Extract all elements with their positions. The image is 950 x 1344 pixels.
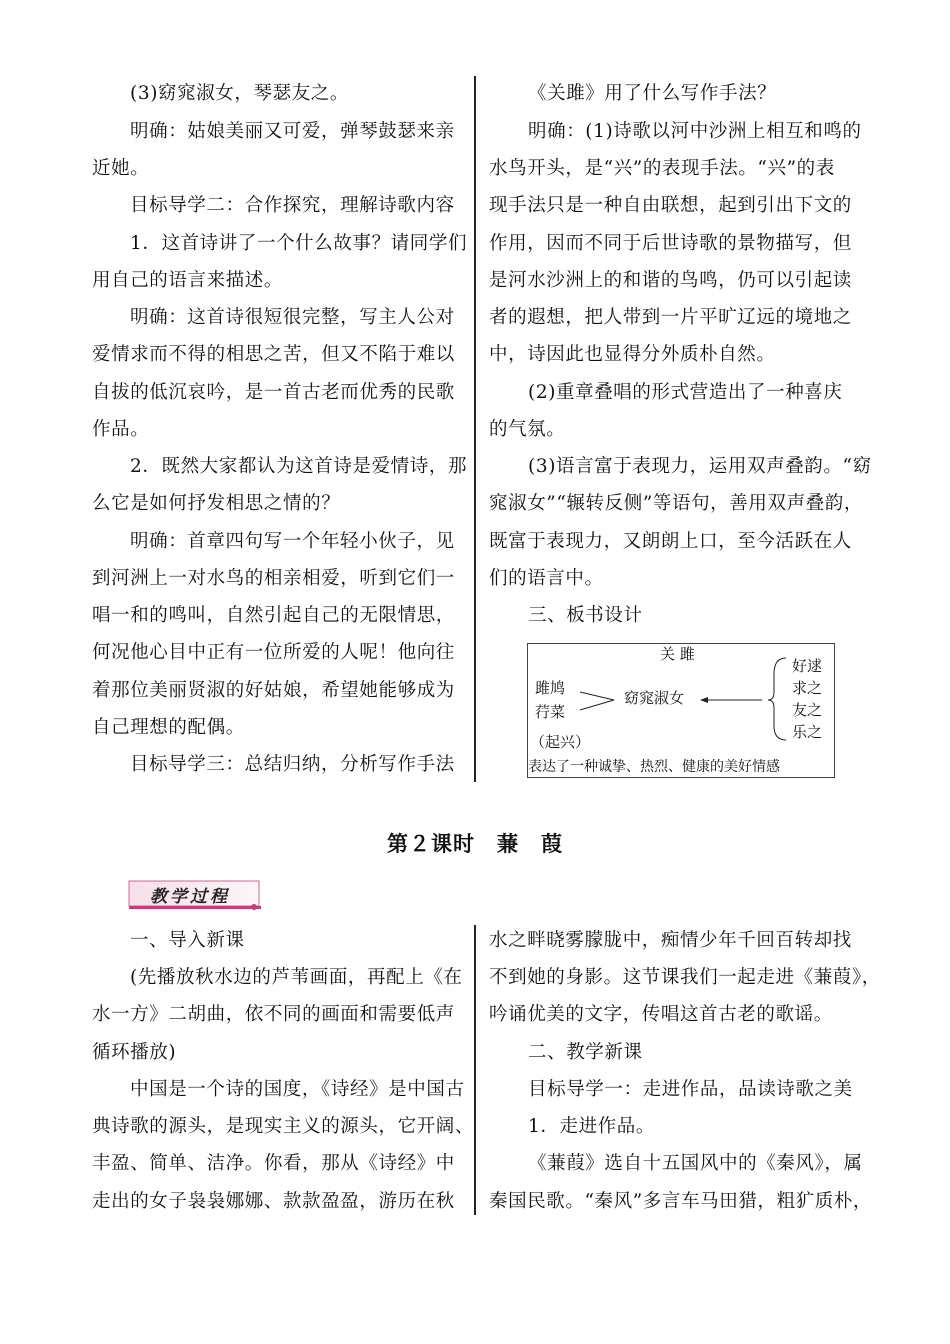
paragraph-line: 中国是一个诗的国度，《诗经》是中国古 [130, 1079, 465, 1100]
teaching-process-banner [128, 880, 262, 910]
paragraph-line: 既富于表现力，又朗朗上口，至今活跃在人 [489, 531, 852, 552]
paragraph-line: 目标导学一：走进作品，品读诗歌之美 [528, 1079, 853, 1100]
board-qixing: （起兴） [530, 733, 591, 751]
paragraph-line: 自己理想的配偶。 [92, 717, 245, 738]
board-right-item: 友之 [792, 701, 823, 719]
board-right-item: 求之 [792, 679, 823, 697]
paragraph-line: 秦国民歌。“秦风”多言车马田猎，粗犷质朴， [489, 1191, 873, 1212]
paragraph-line: 走出的女子袅袅娜娜、款款盈盈，游历在秋 [92, 1191, 455, 1212]
paragraph-line: 水一方》二胡曲，依不同的画面和需要低声 [92, 1004, 455, 1025]
board-title: 关 雎 [660, 645, 695, 663]
paragraph-line: 唱一和的鸣叫，自然引起自己的无限情思， [92, 605, 455, 626]
board-left-item: 雎鸠 [535, 679, 566, 697]
paragraph-line: 二、教学新课 [528, 1042, 643, 1063]
paragraph-line: 吟诵优美的文字，传唱这首古老的歌谣。 [489, 1004, 833, 1025]
paragraph-line: 到河洲上一对水鸟的相亲相爱，听到它们一 [92, 568, 455, 589]
paragraph-line: 水之畔晓雾朦胧中，痴情少年千回百转却找 [489, 930, 852, 951]
board-right-item: 好逑 [792, 657, 823, 675]
paragraph-line: 近她。 [92, 158, 150, 179]
paragraph-line: 们的语言中。 [489, 568, 604, 589]
section-title: 第２课时 蒹 葭 [387, 832, 563, 856]
board-summary: 表达了一种诚挚、热烈、健康的美好情感 [528, 759, 780, 775]
paragraph-line: (3)语言富于表现力，运用双声叠韵。“窈 [528, 456, 872, 477]
paragraph-line: 么它是如何抒发相思之情的？ [92, 493, 341, 514]
paragraph-line: 用自己的语言来描述。 [92, 270, 284, 291]
column-divider [474, 76, 476, 782]
column-divider [474, 925, 476, 1215]
board-right-item: 乐之 [792, 723, 823, 741]
paragraph-line: 作用，因而不同于后世诗歌的景物描写，但 [489, 233, 852, 254]
paragraph-line: 《蒹葭》选自十五国风中的《秦风》，属 [528, 1153, 863, 1174]
paragraph-line: 《关雎》用了什么写作手法？ [528, 83, 777, 104]
paragraph-line: (3)窈窕淑女，琴瑟友之。 [130, 83, 350, 104]
paragraph-line: 窕淑女”“辗转反侧”等语句，善用双声叠韵， [489, 493, 863, 514]
paragraph-line: 目标导学二：合作探究，理解诗歌内容 [130, 195, 455, 216]
board-center: 窈窕淑女 [624, 689, 685, 707]
board-left-item: 荇菜 [535, 703, 566, 721]
paragraph-line: 中，诗因此也显得分外质朴自然。 [489, 344, 776, 365]
paragraph-line: 明确：(1)诗歌以河中沙洲上相互和鸣的 [528, 121, 862, 142]
paragraph-line: 不到她的身影。这节课我们一起走进《蒹葭》， [489, 967, 881, 988]
paragraph-line: 爱情求而不得的相思之苦，但又不陷于难以 [92, 344, 455, 365]
paragraph-line: 丰盈、简单、洁净。你看，那从《诗经》中 [92, 1153, 455, 1174]
paragraph-line: 作品。 [92, 419, 150, 440]
paragraph-line: 的气氛。 [489, 419, 566, 440]
paragraph-line: 现手法只是一种自由联想，起到引出下文的 [489, 195, 852, 216]
paragraph-line: 1．这首诗讲了一个什么故事？请同学们 [130, 233, 468, 254]
paragraph-line: 一、导入新课 [130, 930, 245, 951]
paragraph-line: 典诗歌的源头，是现实主义的源头，它开阔、 [92, 1116, 475, 1137]
paragraph-line: (2)重章叠唱的形式营造出了一种喜庆 [528, 382, 843, 403]
paragraph-line: (先播放秋水边的芦苇画面，再配上《在 [130, 967, 463, 988]
paragraph-line: 者的遐想，把人带到一片平旷辽远的境地之 [489, 307, 852, 328]
paragraph-line: 何况他心目中正有一位所爱的人呢！他向往 [92, 642, 455, 663]
paragraph-line: 是河水沙洲上的和谐的鸟鸣，仍可以引起读 [489, 270, 852, 291]
paragraph-line: 明确：这首诗很短很完整，写主人公对 [130, 307, 455, 328]
paragraph-line: 明确：姑娘美丽又可爱，弹琴鼓瑟来亲 [130, 121, 455, 142]
paragraph-line: 目标导学三：总结归纳，分析写作手法 [130, 754, 455, 775]
paragraph-line: 水鸟开头，是“兴”的表现手法。“兴”的表 [489, 158, 835, 179]
paragraph-line: 明确：首章四句写一个年轻小伙子，见 [130, 531, 455, 552]
paragraph-line: 1．走进作品。 [528, 1116, 655, 1137]
paragraph-line: 三、板书设计 [528, 605, 643, 626]
banner-label: 教学过程 [150, 887, 230, 907]
paragraph-line: 自拔的低沉哀吟，是一首古老而优秀的民歌 [92, 382, 455, 403]
paragraph-line: 2．既然大家都认为这首诗是爱情诗，那 [130, 456, 468, 477]
paragraph-line: 着那位美丽贤淑的好姑娘，希望她能够成为 [92, 680, 455, 701]
blackboard-diagram [527, 643, 835, 778]
paragraph-line: 循环播放) [92, 1042, 177, 1063]
